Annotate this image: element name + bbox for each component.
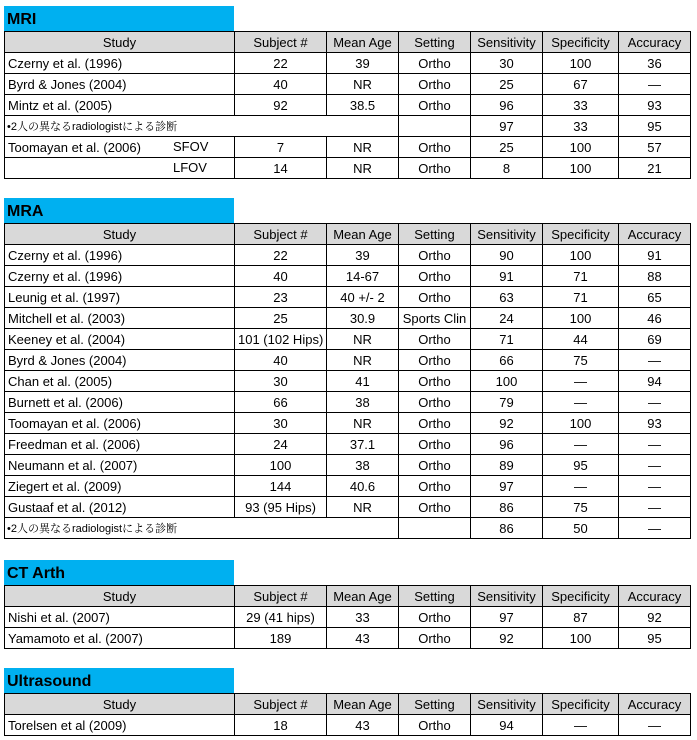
header-accuracy: Accuracy: [619, 586, 691, 607]
cell-age: 39: [327, 53, 399, 74]
cell-sensitivity: 86: [471, 518, 543, 539]
cell-accuracy: 95: [619, 116, 691, 137]
cell-study: [5, 137, 235, 158]
cell-sensitivity: 96: [471, 434, 543, 455]
table-row: [5, 497, 691, 518]
cell-age: 14-67: [327, 266, 399, 287]
header-subject: Subject #: [235, 694, 327, 715]
header-subject: Subject #: [235, 586, 327, 607]
cell-specificity: 75: [543, 497, 619, 518]
cell-accuracy: 21: [619, 158, 691, 179]
cell-specificity: 67: [543, 74, 619, 95]
cell-age: 41: [327, 371, 399, 392]
cell-age: 43: [327, 628, 399, 649]
cell-setting: Ortho: [399, 476, 471, 497]
cell-sensitivity: 71: [471, 329, 543, 350]
cell-setting: Ortho: [399, 74, 471, 95]
cell-specificity: —: [543, 715, 619, 736]
cell-sensitivity: 94: [471, 715, 543, 736]
cell-specificity: 100: [543, 628, 619, 649]
header-specificity: Specificity: [543, 224, 619, 245]
cell-specificity: 50: [543, 518, 619, 539]
table-row: [5, 137, 691, 158]
cell-study: Freedman et al. (2006): [5, 434, 235, 455]
ct-table: [4, 585, 691, 649]
cell-sensitivity: 66: [471, 350, 543, 371]
cell-subject: 66: [235, 392, 327, 413]
cell-accuracy: 88: [619, 266, 691, 287]
cell-specificity: 33: [543, 116, 619, 137]
cell-setting: [399, 518, 471, 539]
header-subject: Subject #: [235, 32, 327, 53]
cell-subject: 40: [235, 74, 327, 95]
header-study: Study: [5, 694, 235, 715]
cell-study: Yamamoto et al. (2007): [5, 628, 235, 649]
cell-age: 40 +/- 2: [327, 287, 399, 308]
mri-title: MRI: [4, 6, 234, 31]
cell-age: NR: [327, 497, 399, 518]
header-setting: Setting: [399, 32, 471, 53]
cell-subject: 100: [235, 455, 327, 476]
cell-setting: Ortho: [399, 266, 471, 287]
cell-study: Keeney et al. (2004): [5, 329, 235, 350]
header-subject: Subject #: [235, 224, 327, 245]
cell-setting: Ortho: [399, 53, 471, 74]
table-row: [5, 74, 691, 95]
header-row: [5, 694, 691, 715]
header-study: Study: [5, 586, 235, 607]
cell-subject: 40: [235, 350, 327, 371]
cell-setting: Ortho: [399, 607, 471, 628]
cell-setting: Sports Clin: [399, 308, 471, 329]
cell-specificity: 95: [543, 455, 619, 476]
note-row: [5, 518, 691, 539]
header-mean-age: Mean Age: [327, 32, 399, 53]
cell-study: Toomayan et al. (2006): [5, 413, 235, 434]
cell-study: Czerny et al. (1996): [5, 245, 235, 266]
cell-setting: Ortho: [399, 350, 471, 371]
cell-study: Mintz et al. (2005): [5, 95, 235, 116]
cell-accuracy: 95: [619, 628, 691, 649]
table-row: [5, 95, 691, 116]
cell-sensitivity: 30: [471, 53, 543, 74]
cell-specificity: —: [543, 371, 619, 392]
header-sensitivity: Sensitivity: [471, 224, 543, 245]
header-study: Study: [5, 224, 235, 245]
cell-subject: 22: [235, 245, 327, 266]
cell-setting: Ortho: [399, 95, 471, 116]
header-setting: Setting: [399, 224, 471, 245]
mra-table: [4, 223, 691, 539]
cell-setting: Ortho: [399, 455, 471, 476]
cell-study: Chan et al. (2005): [5, 371, 235, 392]
cell-sensitivity: 91: [471, 266, 543, 287]
cell-age: 38: [327, 455, 399, 476]
cell-age: NR: [327, 74, 399, 95]
cell-age: 43: [327, 715, 399, 736]
cell-sensitivity: 86: [471, 497, 543, 518]
cell-specificity: 100: [543, 53, 619, 74]
header-sensitivity: Sensitivity: [471, 694, 543, 715]
cell-specificity: 87: [543, 607, 619, 628]
cell-age: 30.9: [327, 308, 399, 329]
table-row: [5, 476, 691, 497]
cell-sensitivity: 97: [471, 607, 543, 628]
table-row: [5, 308, 691, 329]
study-name: Toomayan et al. (2006): [8, 139, 141, 155]
cell-subject: 14: [235, 158, 327, 179]
cell-study: Gustaaf et al. (2012): [5, 497, 235, 518]
cell-age: 38.5: [327, 95, 399, 116]
cell-setting: Ortho: [399, 287, 471, 308]
cell-setting: Ortho: [399, 434, 471, 455]
cell-study: Burnett et al. (2006): [5, 392, 235, 413]
cell-specificity: 100: [543, 245, 619, 266]
cell-accuracy: —: [619, 497, 691, 518]
cell-sensitivity: 97: [471, 116, 543, 137]
cell-subject: 23: [235, 287, 327, 308]
cell-specificity: 71: [543, 287, 619, 308]
cell-accuracy: 46: [619, 308, 691, 329]
cell-age: 39: [327, 245, 399, 266]
cell-sensitivity: 79: [471, 392, 543, 413]
cell-accuracy: 92: [619, 607, 691, 628]
cell-accuracy: 69: [619, 329, 691, 350]
cell-specificity: —: [543, 392, 619, 413]
table-row: [5, 266, 691, 287]
cell-study: Nishi et al. (2007): [5, 607, 235, 628]
cell-setting: Ortho: [399, 245, 471, 266]
table-row: [5, 413, 691, 434]
cell-subject: 144: [235, 476, 327, 497]
cell-sensitivity: 100: [471, 371, 543, 392]
mra-title: MRA: [4, 198, 234, 223]
cell-accuracy: 57: [619, 137, 691, 158]
table-row: [5, 715, 691, 736]
cell-accuracy: 93: [619, 95, 691, 116]
note-text: •2人の異なるradiologistによる診断: [5, 116, 399, 137]
cell-specificity: 100: [543, 158, 619, 179]
table-row: [5, 329, 691, 350]
table-row: [5, 53, 691, 74]
cell-subject: 93 (95 Hips): [235, 497, 327, 518]
header-mean-age: Mean Age: [327, 586, 399, 607]
cell-accuracy: 91: [619, 245, 691, 266]
mri-table: [4, 31, 691, 179]
header-row: [5, 586, 691, 607]
header-setting: Setting: [399, 694, 471, 715]
cell-setting: Ortho: [399, 392, 471, 413]
table-row: [5, 287, 691, 308]
cell-study: Byrd & Jones (2004): [5, 350, 235, 371]
cell-age: 40.6: [327, 476, 399, 497]
cell-sensitivity: 96: [471, 95, 543, 116]
cell-subject: 25: [235, 308, 327, 329]
cell-subject: 22: [235, 53, 327, 74]
cell-specificity: 71: [543, 266, 619, 287]
cell-setting: Ortho: [399, 329, 471, 350]
sub-label-sfov: SFOV: [173, 139, 209, 154]
cell-age: NR: [327, 329, 399, 350]
header-accuracy: Accuracy: [619, 32, 691, 53]
cell-setting: Ortho: [399, 137, 471, 158]
cell-study: Byrd & Jones (2004): [5, 74, 235, 95]
cell-accuracy: 36: [619, 53, 691, 74]
ultrasound-table: [4, 693, 691, 736]
header-specificity: Specificity: [543, 586, 619, 607]
header-specificity: Specificity: [543, 694, 619, 715]
header-study: Study: [5, 32, 235, 53]
header-row: [5, 32, 691, 53]
cell-sensitivity: 8: [471, 158, 543, 179]
note-text: •2人の異なるradiologistによる診断: [5, 518, 399, 539]
cell-specificity: —: [543, 476, 619, 497]
ultrasound-title: Ultrasound: [4, 668, 234, 693]
table-row: [5, 628, 691, 649]
table-row: [5, 434, 691, 455]
cell-accuracy: —: [619, 455, 691, 476]
cell-setting: Ortho: [399, 497, 471, 518]
cell-subject: 29 (41 hips): [235, 607, 327, 628]
cell-specificity: 44: [543, 329, 619, 350]
cell-sensitivity: 89: [471, 455, 543, 476]
cell-study: Torelsen et al (2009): [5, 715, 235, 736]
cell-accuracy: —: [619, 715, 691, 736]
cell-sensitivity: 90: [471, 245, 543, 266]
cell-sensitivity: 24: [471, 308, 543, 329]
cell-study: Czerny et al. (1996): [5, 266, 235, 287]
cell-setting: Ortho: [399, 413, 471, 434]
cell-setting: Ortho: [399, 371, 471, 392]
cell-study: Czerny et al. (1996): [5, 53, 235, 74]
cell-specificity: 75: [543, 350, 619, 371]
cell-accuracy: —: [619, 74, 691, 95]
cell-subject: 30: [235, 413, 327, 434]
cell-age: NR: [327, 158, 399, 179]
header-sensitivity: Sensitivity: [471, 586, 543, 607]
cell-age: NR: [327, 350, 399, 371]
header-mean-age: Mean Age: [327, 694, 399, 715]
cell-subject: 24: [235, 434, 327, 455]
cell-specificity: 100: [543, 308, 619, 329]
table-row: [5, 392, 691, 413]
cell-study: Mitchell et al. (2003): [5, 308, 235, 329]
table-row: [5, 350, 691, 371]
cell-study: Ziegert et al. (2009): [5, 476, 235, 497]
header-row: [5, 224, 691, 245]
header-specificity: Specificity: [543, 32, 619, 53]
cell-specificity: —: [543, 434, 619, 455]
header-sensitivity: Sensitivity: [471, 32, 543, 53]
cell-accuracy: —: [619, 392, 691, 413]
cell-age: 37.1: [327, 434, 399, 455]
cell-sensitivity: 97: [471, 476, 543, 497]
cell-accuracy: 93: [619, 413, 691, 434]
table-row: [5, 158, 691, 179]
cell-sensitivity: 25: [471, 74, 543, 95]
cell-age: 38: [327, 392, 399, 413]
cell-age: 33: [327, 607, 399, 628]
cell-study: [5, 158, 235, 179]
cell-sensitivity: 25: [471, 137, 543, 158]
header-accuracy: Accuracy: [619, 694, 691, 715]
note-row: [5, 116, 691, 137]
cell-setting: Ortho: [399, 628, 471, 649]
cell-age: NR: [327, 413, 399, 434]
cell-specificity: 33: [543, 95, 619, 116]
cell-study: Leunig et al. (1997): [5, 287, 235, 308]
cell-subject: 30: [235, 371, 327, 392]
cell-subject: 40: [235, 266, 327, 287]
cell-accuracy: 65: [619, 287, 691, 308]
table-row: [5, 371, 691, 392]
cell-setting: Ortho: [399, 158, 471, 179]
cell-subject: 189: [235, 628, 327, 649]
cell-setting: Ortho: [399, 715, 471, 736]
cell-setting: [399, 116, 471, 137]
cell-age: NR: [327, 137, 399, 158]
cell-specificity: 100: [543, 413, 619, 434]
header-mean-age: Mean Age: [327, 224, 399, 245]
ct-title: CT Arth: [4, 560, 234, 585]
cell-subject: 101 (102 Hips): [235, 329, 327, 350]
table-row: [5, 245, 691, 266]
header-accuracy: Accuracy: [619, 224, 691, 245]
cell-subject: 18: [235, 715, 327, 736]
cell-accuracy: 94: [619, 371, 691, 392]
header-setting: Setting: [399, 586, 471, 607]
cell-study: Neumann et al. (2007): [5, 455, 235, 476]
cell-accuracy: —: [619, 434, 691, 455]
cell-accuracy: —: [619, 350, 691, 371]
cell-subject: 92: [235, 95, 327, 116]
sub-label-lfov: LFOV: [173, 160, 207, 175]
cell-subject: 7: [235, 137, 327, 158]
cell-accuracy: —: [619, 476, 691, 497]
table-row: [5, 455, 691, 476]
table-row: [5, 607, 691, 628]
cell-accuracy: —: [619, 518, 691, 539]
cell-sensitivity: 63: [471, 287, 543, 308]
cell-sensitivity: 92: [471, 628, 543, 649]
cell-specificity: 100: [543, 137, 619, 158]
cell-sensitivity: 92: [471, 413, 543, 434]
